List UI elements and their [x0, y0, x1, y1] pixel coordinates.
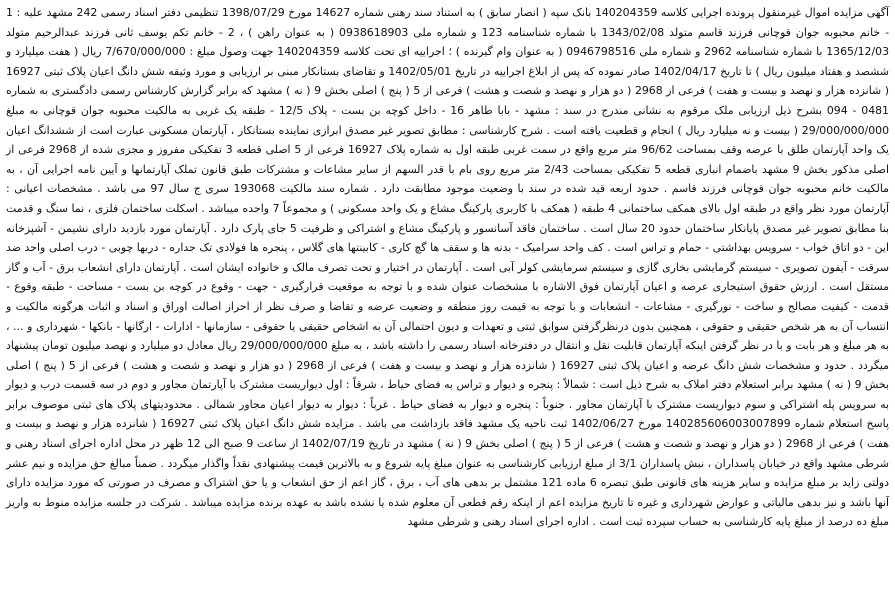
- notice-body: آگهی مزایده اموال غیرمنقول پرونده اجرایی کلاسه 140204359 بانک سپه ( انصار سابق ) به استناد سند رهنی شماره 14627 مورخ 1398/07/29 تنظیمی دفتر اسناد رسمی 242 مشهد علیه : 1 - خانم محبوبه جوان قوچانی فرزند قاسم متولد 1343/02/08 با شماره شناسنامه 123 و شماره ملی 0938618903 ( به عنوان راهن ) ، 2 - خانم تکم یوسف ثانی فرزند عبدالرحیم متولد 1365/12/03 با شماره شناسنامه 2962 و شماره ملی 0946798516 ( به عنوان وام گیرنده ) ؛ اجراییه ای تحت کلاسه 140204359 جهت وصول مبلغ : 7/670/000/000 ریال ( هفت میلیارد و ششصد و هفتاد میلیون ریال ) تا تاریخ 1402/04/17 صادر نموده که پس از ابلاغ اجراییه در تاریخ 1402/05/01 و تقاضای بستانکار مبنی بر ارزیابی و مورد وثیقه شش دانگ اعیان پلاک ثبتی 16927 ( شانزده هزار و نهصد و بیست و هفت ) فرعی از 2968 ( دو هزار و نهصد و شصت و هشت ) فرعی از 5 ( پنج ) اصلی بخش 9 ( نه ) مشهد که برابر گزارش کارشناس رسمی دادگستری به شماره 0481 - 094 بشرح ذیل ارزیابی ملک مرقوم به نشانی مندرج در سند : مشهد - بابا طاهر 16 - داخل کوچه بن بست - پلاک 12/5 - طبقه یک غربی به مالکیت محبوبه جوان قوچانی به مبلغ 29/000/000/000 ( بیست و نه میلیارد ریال ) انجام و قطعیت یافته است . شرح کارشناسی : مطابق تصویر غیر مصدق ابرازی نماینده بستانکار ، آپارتمان مسکونی عبارت است از ششدانگ اعیان یک واحد آپارتمان طلق با عرصه وقف بمساحت 96/62 متر مربع واقع در سمت غربی طبقه اول به شماره پلاک 16927 فرعی از 5 اصلی قطعه 3 تفکیکی مفروز و مجزی شده از 2968 فرعی از اصلی مذکور بخش 9 مشهد باضمام انباری قطعه 5 تفکیکی بمساحت 2/43 متر مربع روی بام با قدر السهم از سایر مشاعات و مشترکات طبق قانون تملک آپارتمانها و آیین نامه اجرایی آن ، به مالکیت خانم محبوبه جوان قوچانی فرزند قاسم . حدود اربعه قید شده در سند با وضعیت موجود مطابقت دارد . شماره سند مالکیت 193068 سری ج سال 97 می باشد . مشخصات اعیانی : آپارتمان مورد نظر واقع در طبقه اول بالای همکف ساختمانی 4 طبقه ( همکف با کاربری پارکینگ مشاع و یک واحد مسکونی ) و مجموعاً 7 واحده میباشد . اسکلت ساختمان فلزی ، نما سنگ و قدمت بنا مطابق تصویر غیر مصدق پایانکار ساختمان حدود 20 سال است . ساختمان فاقد آسانسور و پارکینگ مشاع و اشتراکی و ظرفیت 5 جای پارک دارد . آپارتمان مورد بازدید دارای نشیمن - آشپزخانه این - دو اتاق خواب - سرویس بهداشتی - حمام و تراس است . کف واحد سرامیک - بدنه ها و سقف ها گچ کاری - کابینتها های گلاس ، پنجره ها فولادی تک جداره - دربها چوبی - درب اصلی واحد ضد سرقت - آیفون تصویری - سیستم گرمایشی بخاری گازی و سیستم سرمایشی کولر آبی است . آپارتمان در اختیار و تحت تصرف مالک و خانواده ایشان است . آپارتمان دارای انشعاب برق - آب و گاز مستقل است . ارزش حقوق استیجاری عرصه و اعیان آپارتمان فوق الاشاره با مشخصات عنوان شده و با توجه به موقعیت قرارگیری - جهت - وقوع در کوچه بن بست - مساحت - طبقه وقوع - قدمت - کیفیت مصالح و ساخت - نورگیری - مشاعات - انشعابات و با توجه به قیمت روز منطقه و وضعیت عرضه و تقاضا و صرف نظر از احراز اصالت اوراق و اسناد و اثبات هرگونه مالکیت و انتساب آن به هر شخص حقیقی و حقوقی ، همچنین بدون درنظرگرفتن سوابق ثبتی و تعهدات و دیون احتمالی آن به اشخاص حقیقی یا حقوقی - سازمانها - ادارات - ارگانها - بانکها - شهرداری و ... ، به هر مبلغ و هر بابت و با در نظر گرفتن اینکه آپارتمان قابلیت نقل و انتقال در دفترخانه اسناد رسمی را داشته باشد ، به مبلغ 29/000/000/000 ریال معادل دو میلیارد و نهصد میلیون تومان پیشنهاد میگردد . حدود و مشخصات شش دانگ عرصه و اعیان پلاک ثبتی 16927 ( شانزده هزار و نهصد و بیست و هفت ) فرعی از 2968 ( دو هزار و نهصد و شصت و هشت ) فرعی از 5 ( پنج ) اصلی بخش 9 ( نه ) مشهد برابر استعلام دفتر املاک به شرح ذیل است : شمالاً : پنجره و دیوار و تراس به فضای حیاط ، شرقاً : اول دیواریست مشترک با آپارتمان مجاور و دوم در سه قسمت درب و دیوار به سرویس پله اشتراکی و سوم دیواریست مشترک با آپارتمان مجاور . جنوباً : پنجره و دیوار به فضای حیاط . غرباً : دیوار به دیوار اعیان مجاور شمالی . محدودیتهای پلاک های ثبتی موصوف برابر پاسخ استعلام شماره 140285606003007899 مورخ 1402/06/27 ثبت ناحیه یک مشهد فاقد بازداشت می باشد . مزایده شش دانگ اعیان پلاک ثبتی 16927 ( شانزده هزار و نهصد و بیست و هفت ) فرعی از 2968 ( دو هزار و نهصد و شصت و هشت ) فرعی از 5 ( پنج ) اصلی بخش 9 ( نه ) مشهد در تاریخ 1402/07/19 از ساعت 9 صبح الی 12 ظهر در محل اداره اجرای اسناد رهنی و شرطی مشهد واقع در خیابان پاسداران ، نبش پاسداران 3/1 از مبلغ ارزیابی کارشناسی به عنوان مبلغ پایه شروع و به بالاترین قیمت پیشنهادی نقداً واگذار میگردد . ضمناً مبالغ حق مزایده و نیم عشر دولتی زاید بر مبلغ مزایده و سایر هزینه های قانونی طبق تبصره 6 ماده 121 مشتمل بر بدهی های آب ، برق ، گاز اعم از حق انشعاب و یا حق اشتراک و مصرف در صورتی که مورد مزایده دارای آنها باشد و نیز بدهی مالیاتی و عوارض شهرداری و غیره تا تاریخ مزایده اعم از اینکه رقم قطعی آن معلوم شده یا نشده باشد به عهده برنده مزایده میباشد . شرکت در جلسه مزایده منوط به واریز مبلغ ده درصد از مبلغ پایه کارشناسی به حساب سپرده ثبت است . اداره اجرای اسناد رهنی و شرطی مشهد: [6, 6, 890, 529]
